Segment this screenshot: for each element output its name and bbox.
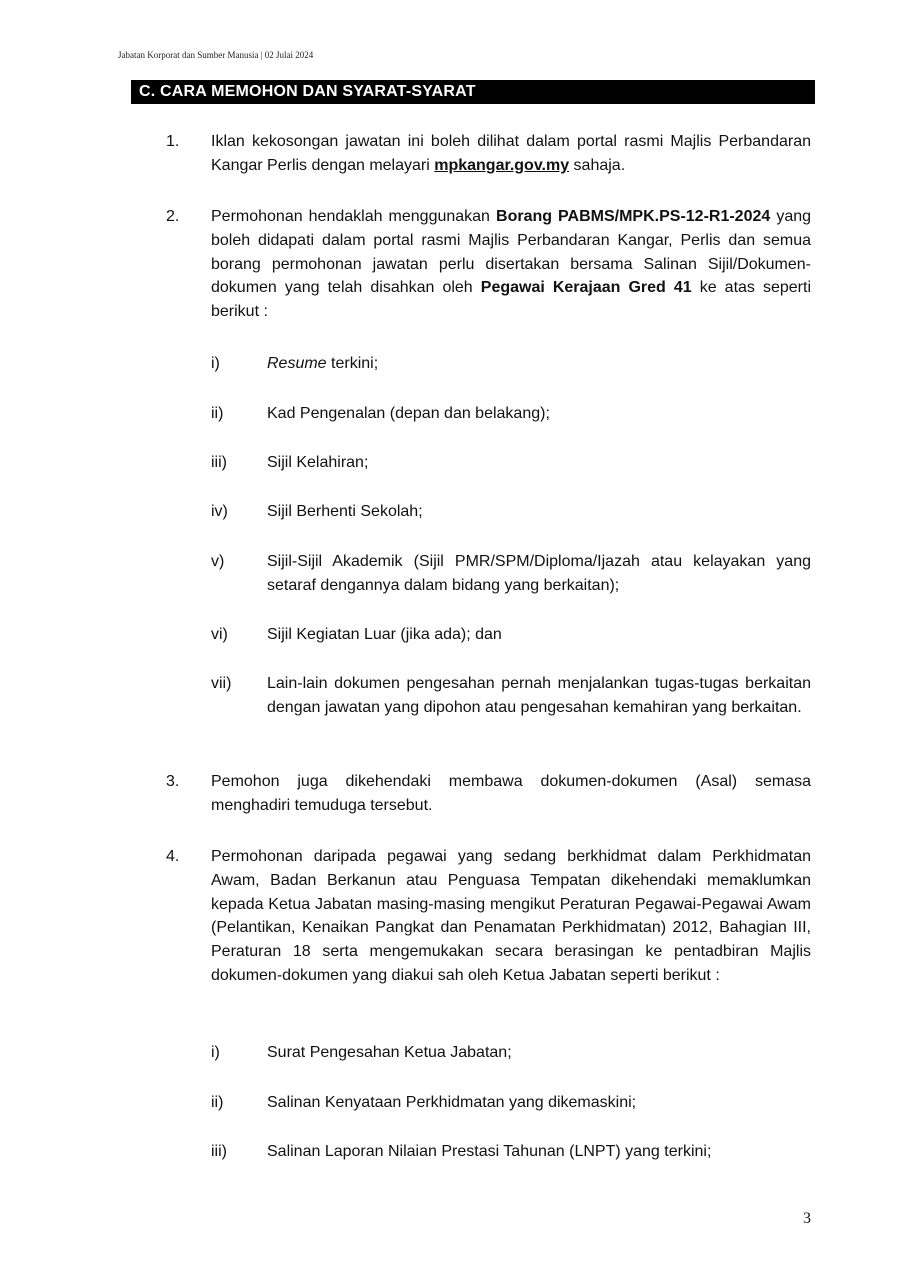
- sub-item-number: i): [211, 355, 220, 372]
- sub-item-number: iii): [211, 1143, 227, 1160]
- item-text: Pemohon juga dikehendaki membawa dokumen-dokumen (Asal) semasa menghadiri temuduga tersebut.: [211, 773, 811, 814]
- sub-item-italic: Resume: [267, 355, 327, 372]
- sub-item-text: Salinan Laporan Nilaian Prestasi Tahunan (LNPT) yang terkini;: [267, 1143, 712, 1160]
- sub-item-number: iii): [211, 454, 227, 471]
- item-number: 1.: [166, 133, 180, 150]
- item-number: 4.: [166, 848, 180, 865]
- sub-item-text: Sijil Kegiatan Luar (jika ada); dan: [267, 626, 502, 643]
- document-header-note: Jabatan Korporat dan Sumber Manusia | 02 Julai 2024: [118, 50, 314, 60]
- item-text-part: Iklan kekosongan jawatan ini boleh dilihat dalam portal rasmi Majlis Perbandaran Kangar Perlis dengan melayari: [211, 133, 811, 174]
- sub-item-text: Surat Pengesahan Ketua Jabatan;: [267, 1044, 512, 1061]
- sub-item-number: vii): [211, 675, 232, 692]
- sub-item-text: [267, 352, 811, 376]
- item-text: [211, 130, 811, 178]
- portal-link[interactable]: mpkangar.gov.my: [434, 156, 570, 174]
- sub-item-number: ii): [211, 405, 224, 422]
- sub-item-text: Sijil Berhenti Sekolah;: [267, 503, 423, 520]
- item-text-part: Permohonan hendaklah menggunakan: [211, 208, 497, 225]
- sub-item-number: iv): [211, 503, 228, 520]
- sub-item-text: Lain-lain dokumen pengesahan pernah menjalankan tugas-tugas berkaitan dengan jawatan yang dipohon atau pengesahan kemahiran yang berkaitan.: [267, 675, 811, 716]
- sub-item-text: Sijil Kelahiran;: [267, 454, 369, 471]
- section-title: C. CARA MEMOHON DAN SYARAT-SYARAT: [131, 80, 815, 104]
- sub-item-text: Salinan Kenyataan Perkhidmatan yang dikemaskini;: [267, 1094, 637, 1111]
- item-text-part: sahaja.: [569, 156, 626, 174]
- sub-item-text-part: terkini;: [326, 355, 379, 372]
- item-text: Permohonan daripada pegawai yang sedang berkhidmat dalam Perkhidmatan Awam, Badan Berkanun atau Penguasa Tempatan dikehendaki memaklumkan kepada Ketua Jabatan masing-masing mengikut Peraturan Pegawai-Pegawai Awam (Pelantikan, Kenaikan Pangkat dan Penamatan Perkhidmatan) 2012, Bahagian III, Peraturan 18 serta mengemukakan secara berasingan ke pentadbiran Majlis dokumen-dokumen yang diakui sah oleh Ketua Jabatan seperti berikut :: [211, 848, 811, 984]
- page-number: 3: [803, 1210, 811, 1227]
- item-number: 3.: [166, 773, 180, 790]
- sub-item-text: Kad Pengenalan (depan dan belakang);: [267, 405, 550, 422]
- form-code: Borang PABMS/MPK.PS-12-R1-2024: [496, 208, 771, 225]
- sub-item-number: vi): [211, 626, 228, 643]
- item-text-part: ke atas seperti berikut :: [211, 279, 812, 321]
- sub-item-number: v): [211, 553, 225, 570]
- item-text: [211, 205, 811, 324]
- sub-item-number: ii): [211, 1094, 224, 1111]
- sub-item-number: i): [211, 1044, 220, 1061]
- item-number: 2.: [166, 208, 180, 225]
- officer-grade: Pegawai Kerajaan Gred 41: [480, 279, 692, 297]
- sub-item-text: Sijil-Sijil Akademik (Sijil PMR/SPM/Diploma/Ijazah atau kelayakan yang setaraf dengannya dalam bidang yang berkaitan);: [267, 553, 811, 594]
- item-text-part: yang boleh didapati dalam portal rasmi Majlis Perbandaran Kangar, Perlis dan semua borang permohonan jawatan perlu disertakan bersama Salinan Sijil/Dokumen-dokumen yang telah disahkan oleh: [211, 208, 812, 297]
